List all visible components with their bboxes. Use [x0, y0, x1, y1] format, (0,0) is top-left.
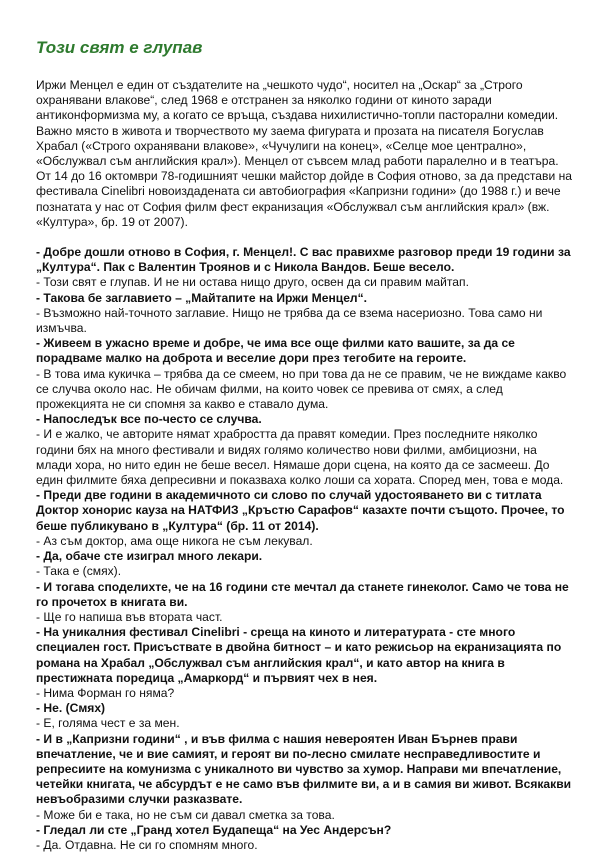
interview-answer: - Този свят е глупав. И не ни остава нищо друго, освен да си правим майтап.: [36, 275, 469, 290]
interview-answer: - Да. Отдавна. Не си го спомням много.: [36, 837, 258, 852]
interview-question: - Такова бе заглавието – „Майтапите на Иржи Менцел“.: [36, 290, 368, 305]
interview-question: - Напоследък все по-често се случва.: [36, 412, 262, 427]
article-title: Този свят е глупав: [36, 38, 203, 57]
interview-answer: - Така е (смях).: [36, 564, 122, 579]
interview-question: - Гледал ли сте „Гранд хотел Будапеща“ на Уес Андерсън?: [36, 822, 392, 837]
interview-question: - Не. (Смях): [36, 701, 106, 716]
interview-question: - И тогава споделихте, че на 16 години сте мечтал да станете гинеколог. Само че това не го прочетох в книгата ви.: [36, 579, 569, 609]
interview-question: - И в „Капризни години“ , и във филма с нашия невероятен Иван Бърнев прави впечатление, че и вие самият, и героят ви по-лесно смилате несправедливостите и репресиите на комунизма с уникалното ви чувство за хумор. Направи ми впечатление, четейки книгата, че абсурдът е не само във филмите ви, а и в самия ви живот. Всякакви невъобразими случки разказвате.: [36, 731, 572, 807]
interview-question: - На уникалния фестивал Cinelibri - среща на киното и литературата - сте много специален гост. Присъствате в двойна битност – и като режисьор на екранизацията по романа на Храбал „Обслужвал съм английския крал“, и като автор на книга в престижната поредица „Амаркорд“ и първият чех в нея.: [36, 625, 562, 685]
interview-answer: - Може би е така, но не съм си давал сметка за това.: [36, 807, 335, 822]
interview-question: - Преди две години в академичното си слово по случай удостояването ви с титлата Доктор хонорис кауза на НАТФИЗ „Кръстю Сарафов“ казахте почти същото. Прочее, то беше публикувано в „Култура“ (бр. 11 от 2014).: [36, 488, 565, 533]
interview-question: - Живеем в ужасно време и добре, че има все още филми като вашите, за да се порадваме малко на доброта и веселие дори през тегобите на героите.: [36, 336, 515, 366]
interview-answer: - Нима Форман го няма?: [36, 685, 175, 700]
interview-answer: - Е, голяма чест е за мен.: [36, 716, 180, 731]
interview-question: - Добре дошли отново в София, г. Менцел!. С вас правихме разговор преди 19 години за „Култура“. Пак с Валентин Троянов и с Никола Вандов. Беше весело.: [36, 245, 571, 275]
interview-question: - Да, обаче сте изиграл много лекари.: [36, 549, 263, 564]
interview-answer: - И е жалко, че авторите нямат храбростта да правят комедии. През последните няколко години бях на много фестивали и видях голямо количество нови филми, амбициозни, на млади хора, но нито един не беше весел. Нямаше дори сцена, на която да се засмееш. До един филмите бяха депресивни и показваха колко лоши са хората. Според мен, това е мода.: [36, 427, 564, 488]
interview-dialogue: [36, 245, 574, 853]
interview-answer: - Аз съм доктор, ама още никога не съм лекувал.: [36, 533, 313, 548]
interview-answer: - Възможно най-точното заглавие. Нищо не трябва да се взема насериозно. Това само ни измъчва.: [36, 305, 543, 336]
interview-answer: - Ще го напиша във втората част.: [36, 609, 223, 624]
article-intro: Иржи Менцел е един от създателите на „чешкото чудо“, носител на „Оскар“ за „Строго охранявани влакове“, след 1968 е отстранен за няколко години от киното заради антиконформизма му, а когато се връща, създава нихилистично-топли пасторални комедии. Важно място в живота и творчеството му заема фигурата и прозата на писателя Богуслав Храбал («Строго охранявани влакове», «Чучулиги на конец», «Селце мое централно», «Обслужвал съм английския крал»). Менцел от съвсем млад работи паралелно и в театъра. От 14 до 16 октомври 78-годишният чешки майстор дойде в София отново, за да представи на фестивала Cinelibri новоиздадената си автобиография «Капризни години» (до 1988 г.) и вече познатата у нас от София филм фест екранизация «Обслужвал съм английския крал» (вж. «Култура», бр. 19 от 2007).: [36, 78, 572, 229]
interview-answer: - В това има кукичка – трябва да се смеем, но при това да не се правим, че не виждаме какво се случва около нас. Не обичам филми, на които човек се превива от смях, а след прожекцията не си спомня за какво е ставало дума.: [36, 366, 567, 412]
